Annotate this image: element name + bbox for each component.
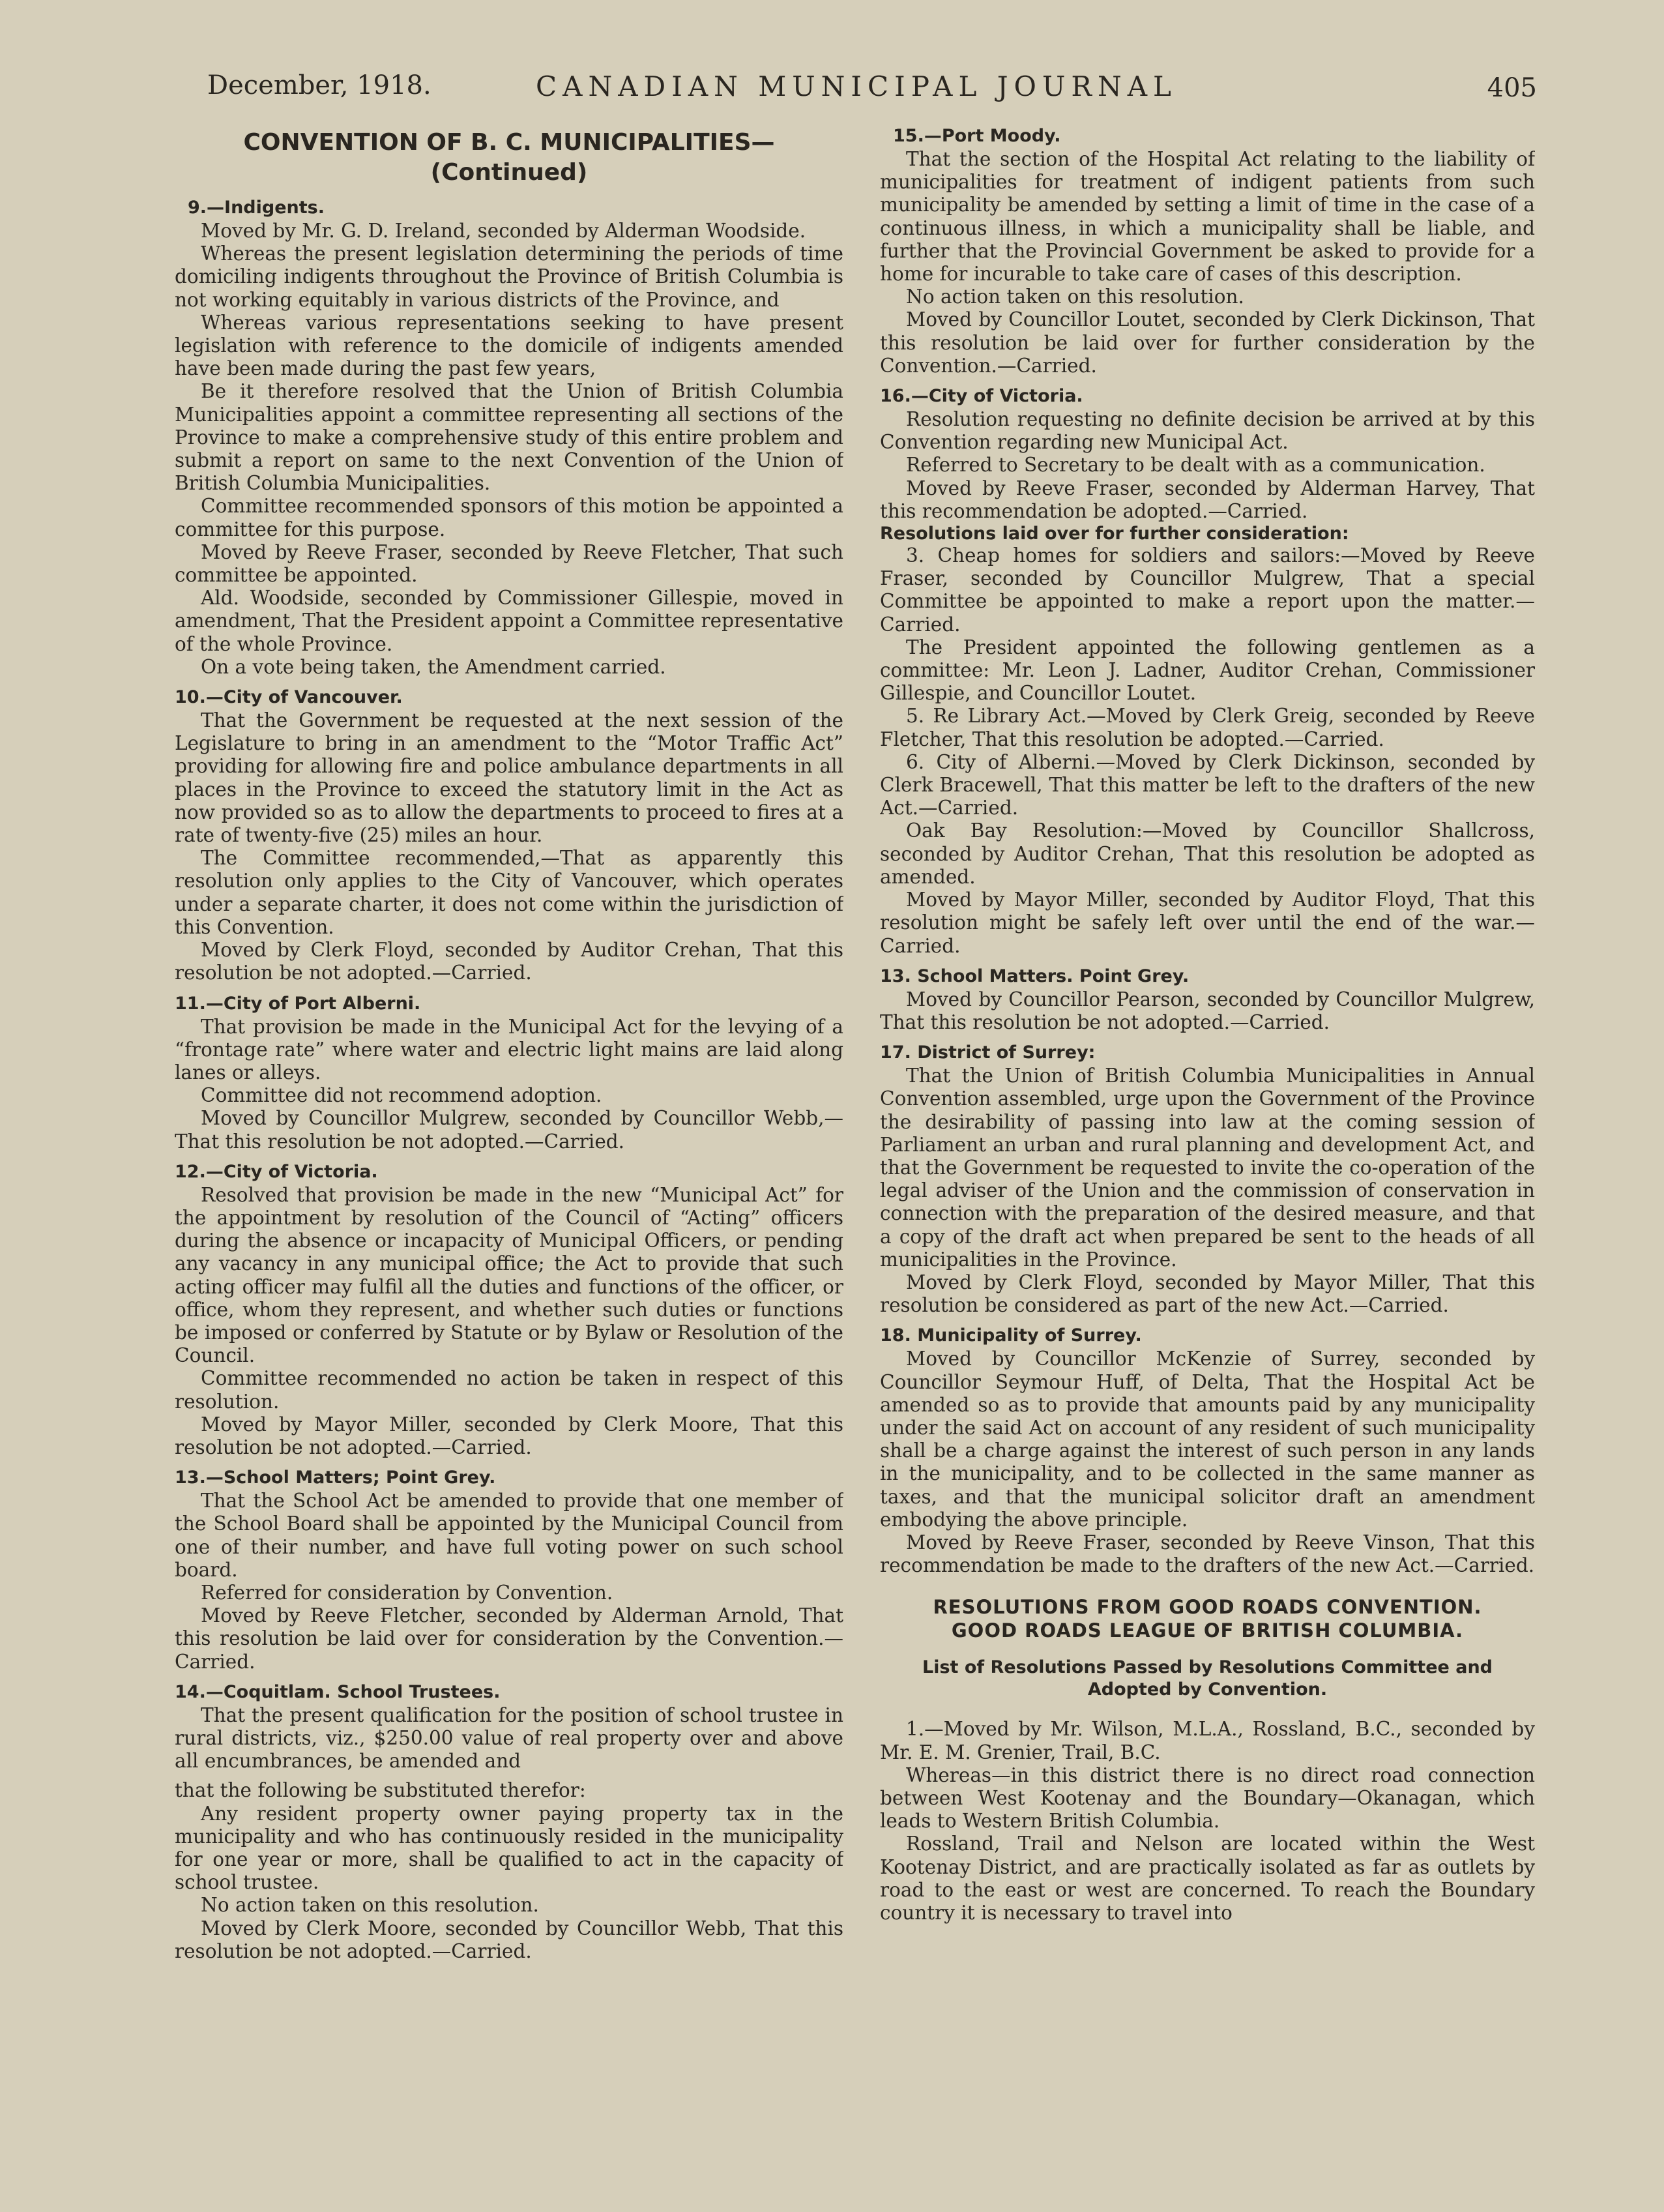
paragraph: No action taken on this resolution.	[906, 286, 1244, 308]
good-roads-heading-line1: RESOLUTIONS FROM GOOD ROADS CONVENTION.	[933, 1596, 1482, 1619]
paragraph: Be it therefore resolved that the Union of British Columbia Municipalities appoint a committee representing all sections of the Province to make a comprehensive study of this entire problem and submit a report on same to the next Convention of the Union of British Columbia Municipalities.	[175, 380, 843, 495]
resolutions-list-heading-line2: Adopted by Convention.	[1087, 1679, 1328, 1700]
paragraph: Referred to Secretary to be dealt with as a communication.	[906, 454, 1485, 477]
paragraph: Moved by Councillor Pearson, seconded by Councillor Mulgrew, That this resolution be not adopted.—Carried.	[880, 988, 1535, 1033]
paragraph: Resolved that provision be made in the new “Municipal Act” for the appointment by resolution of the Council of “Acting” officers during the absence or incapacity of Municipal Officers, or pending any vacancy in any municipal office; the Act to provide that such acting officer may fulfil all the duties and functions of the officer, or office, whom they represent, and whether such duties or functions be imposed or conferred by Statute or by Bylaw or Resolution of the Council.	[175, 1183, 843, 1367]
paragraph: Moved by Councillor Mulgrew, seconded by Councillor Webb,—That this resolution be not adopted.—Carried.	[175, 1107, 843, 1153]
paragraph: Rossland, Trail and Nelson are located within the West Kootenay District, and are practically isolated as far as outlets by road to the east or west are concerned. To reach the Boundary country it is necessary to travel into	[880, 1833, 1535, 1924]
paragraph: Moved by Reeve Fraser, seconded by Reeve Fletcher, That such committee be appointed.	[175, 540, 843, 587]
paragraph: Committee recommended sponsors of this motion be appointed a committee for this purpose.	[175, 495, 843, 540]
paragraph: Moved by Mayor Miller, seconded by Auditor Floyd, That this resolution might be safely left over until the end of the war.—Carried.	[880, 889, 1535, 957]
paragraph: Committee recommended no action be taken in respect of this resolution.	[175, 1367, 843, 1413]
left-column	[175, 124, 843, 2158]
paragraph: That the Government be requested at the next session of the Legislature to bring in an amendment to the “Motor Traffic Act” providing for allowing fire and police ambulance departments in all places in the Province to exceed the statutory limit in the Act as now provided so as to allow the departments to proceed to fires at a rate of twenty-five (25) miles an hour.	[175, 709, 843, 847]
paragraph: Resolution requesting no definite decision be arrived at by this Convention regarding new Municipal Act.	[880, 408, 1535, 454]
paragraph: Moved by Councillor Loutet, seconded by Clerk Dickinson, That this resolution be laid over for further consideration by the Convention.—Carried.	[880, 308, 1535, 377]
article-title-line1: CONVENTION OF B. C. MUNICIPALITIES—	[243, 129, 775, 156]
paragraph: Moved by Clerk Moore, seconded by Councillor Webb, That this resolution be not adopted.—Carried.	[175, 1917, 843, 1962]
paragraph: 3. Cheap homes for soldiers and sailors:—Moved by Reeve Fraser, seconded by Councillor Mulgrew, That a special Committee be appointed to make a report upon the matter.—Carried.	[880, 544, 1535, 636]
article-title-line2: (Continued)	[430, 159, 588, 186]
paragraph: That the School Act be amended to provide that one member of the School Board shall be appointed by the Municipal Council from one of their number, and have full voting power on such school board.	[175, 1490, 843, 1581]
paragraph: Moved by Councillor McKenzie of Surrey, seconded by Councillor Seymour Huff, of Delta, That the Hospital Act be amended so as to provide that amounts paid by any municipality under the said Act on account of any resident of such municipality shall be a charge against the interest of such person in any lands in the municipality, and to be collected in the same manner as taxes, and that the municipal solicitor draft an amendment embodying the above principle.	[880, 1348, 1535, 1531]
resolutions-list-heading	[880, 1657, 1535, 1701]
paragraph: 1.—Moved by Mr. Wilson, M.L.A., Rossland, B.C., seconded by Mr. E. M. Grenier, Trail, B.C.	[880, 1718, 1535, 1763]
section-heading: 13.—School Matters; Point Grey.	[175, 1467, 496, 1488]
section-heading: Resolutions laid over for further consideration:	[880, 524, 1349, 544]
paragraph: The Committee recommended,—That as apparently this resolution only applies to the City of Vancouver, which operates under a separate charter, it does not come within the jurisdiction of this Convention.	[175, 847, 843, 938]
paragraph: 6. City of Alberni.—Moved by Clerk Dickinson, seconded by Clerk Bracewell, That this matter be left to the drafters of the new Act.—Carried.	[880, 750, 1535, 819]
good-roads-heading	[880, 1595, 1535, 1642]
paragraph: Moved by Reeve Fraser, seconded by Alderman Harvey, That this recommendation be adopted.—Carried.	[880, 477, 1535, 522]
paragraph: Committee did not recommend adoption.	[201, 1084, 602, 1107]
paragraph: Whereas the present legislation determining the periods of time domiciling indigents throughout the Province of British Columbia is not working equitably in various districts of the Province, and	[175, 243, 843, 311]
paragraph: Moved by Clerk Floyd, seconded by Mayor Miller, That this resolution be considered as part of the new Act.—Carried.	[880, 1271, 1535, 1317]
paragraph: Moved by Clerk Floyd, seconded by Auditor Crehan, That this resolution be not adopted.—Carried.	[175, 939, 843, 984]
good-roads-heading-line2: GOOD ROADS LEAGUE OF BRITISH COLUMBIA.	[951, 1619, 1464, 1642]
paragraph: Ald. Woodside, seconded by Commissioner Gillespie, moved in amendment, That the President appoint a Committee representative of the whole Province.	[175, 587, 843, 655]
paragraph: The President appointed the following gentlemen as a committee: Mr. Leon J. Ladner, Auditor Crehan, Commissioner Gillespie, and Councillor Loutet.	[880, 636, 1535, 705]
section-heading: 13. School Matters. Point Grey.	[880, 966, 1190, 986]
paragraph: On a vote being taken, the Amendment carried.	[201, 655, 666, 678]
paragraph: Referred for consideration by Convention.	[201, 1581, 613, 1604]
paragraph: Whereas various representations seeking to have present legislation with reference to the domicile of indigents amended have been made during the past few years,	[175, 311, 843, 380]
section-heading: 14.—Coquitlam. School Trustees.	[175, 1681, 501, 1702]
header-journal-title: CANADIAN MUNICIPAL JOURNAL	[536, 70, 1177, 102]
paragraph: Oak Bay Resolution:—Moved by Councillor Shallcross, seconded by Auditor Crehan, That this resolution be adopted as amended.	[880, 819, 1535, 888]
resolutions-list-heading-line1: List of Resolutions Passed by Resolutions Committee and	[922, 1657, 1493, 1678]
section-heading: 9.—Indigents.	[188, 198, 325, 218]
header-page-number: 405	[1487, 73, 1537, 103]
page-header	[207, 70, 1537, 116]
paragraph: Moved by Mr. G. D. Ireland, seconded by Alderman Woodside.	[201, 220, 806, 242]
paragraph: that the following be substituted therefor:	[175, 1779, 586, 1802]
header-date: December, 1918.	[207, 70, 431, 100]
section-heading: 12.—City of Victoria.	[175, 1161, 378, 1182]
paragraph: That the section of the Hospital Act relating to the liability of municipalities for treatment of indigent patients from such municipality be amended by setting a limit of time in the case of a continuous illness, in which a municipality shall be liable, and further that the Provincial Government be asked to provide for a home for incurable to take care of cases of this description.	[880, 148, 1535, 286]
paragraph: Moved by Reeve Fraser, seconded by Reeve Vinson, That this recommendation be made to the drafters of the new Act.—Carried.	[880, 1531, 1535, 1577]
article-title	[175, 128, 843, 188]
paragraph: No action taken on this resolution.	[201, 1894, 539, 1917]
section-heading: 15.—Port Moody.	[893, 126, 1061, 146]
section-heading: 11.—City of Port Alberni.	[175, 993, 421, 1014]
paragraph: Any resident property owner paying property tax in the municipality and who has continuously resided in the municipality for one year or more, shall be qualified to act in the capacity of school trustee.	[175, 1802, 843, 1894]
paragraph: 5. Re Library Act.—Moved by Clerk Greig, seconded by Reeve Fletcher, That this resolution be adopted.—Carried.	[880, 705, 1535, 750]
right-column	[880, 124, 1535, 2158]
section-heading: 18. Municipality of Surrey.	[880, 1325, 1142, 1346]
paragraph: That the Union of British Columbia Municipalities in Annual Convention assembled, urge upon the Government of the Province the desirability of passing into law at the coming session of Parliament an urban and rural planning and development Act, and that the Government be requested to invite the co-operation of the legal adviser of the Union and the commission of conservation in connection with the preparation of the desired measure, and that a copy of the draft act when prepared be sent to the heads of all municipalities in the Province.	[880, 1065, 1535, 1271]
section-heading: 17. District of Surrey:	[880, 1042, 1096, 1063]
section-heading: 16.—City of Victoria.	[880, 386, 1083, 407]
paragraph: Moved by Mayor Miller, seconded by Clerk Moore, That this resolution be not adopted.—Carried.	[175, 1413, 843, 1458]
paragraph: That the present qualification for the position of school trustee in rural districts, viz., $250.00 value of real property over and above all encumbrances, be amended and	[175, 1703, 843, 1773]
paragraph: That provision be made in the Municipal Act for the levying of a “frontage rate” where water and electric light mains are laid along lanes or alleys.	[175, 1015, 843, 1084]
section-heading: 10.—City of Vancouver.	[175, 687, 403, 708]
paragraph: Moved by Reeve Fletcher, seconded by Alderman Arnold, That this resolution be laid over for consideration by the Convention.—Carried.	[175, 1604, 843, 1673]
paragraph: Whereas—in this district there is no direct road connection between West Kootenay and the Boundary—Okanagan, which leads to Western British Columbia.	[880, 1763, 1535, 1833]
